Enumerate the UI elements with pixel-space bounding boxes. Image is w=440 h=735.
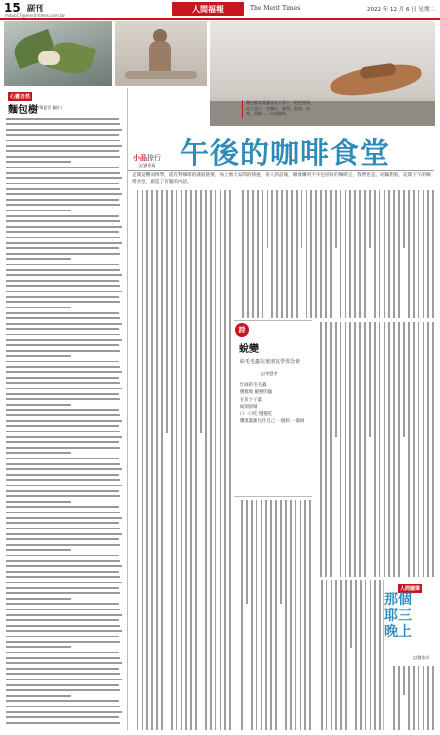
text-line — [271, 190, 273, 318]
text-line — [6, 436, 122, 438]
text-line — [398, 322, 400, 577]
text-line — [6, 630, 122, 632]
text-line — [137, 190, 139, 730]
text-line — [200, 190, 202, 433]
text-line — [6, 269, 120, 271]
feature-body-col-3 — [315, 322, 434, 577]
text-line — [256, 500, 258, 730]
text-line — [6, 479, 120, 481]
text-line — [247, 190, 249, 318]
text-line — [6, 646, 71, 648]
issue-date: 2022 年 12 月 6 日 星期二 — [367, 7, 435, 13]
text-line — [379, 580, 381, 730]
feature-intro: 走開這難而博學，還有對咖啡的謎般熱情，加上擅天安間的情速，客人到訪後，總會購買不少包括好的咖啡豆，我們也是。而隨想般，這間下午的咖啡食堂，創造了有趣的內語。 — [132, 173, 431, 185]
caption-accent — [242, 100, 243, 118]
text-line — [388, 190, 390, 318]
text-line — [6, 285, 120, 287]
text-line — [320, 322, 322, 577]
text-line — [321, 580, 323, 730]
section-email: mituo17@merit-times.com.tw — [5, 13, 65, 18]
text-line — [345, 190, 347, 318]
text-line — [393, 322, 395, 577]
text-line — [276, 190, 278, 318]
poem-line: 優雅地 蛻變的蟲 — [240, 390, 273, 396]
left-article-body — [6, 118, 124, 730]
text-line — [418, 666, 420, 730]
text-line — [374, 580, 376, 730]
text-line — [220, 190, 222, 730]
text-line — [364, 322, 366, 577]
text-line — [6, 512, 120, 514]
text-line — [432, 666, 434, 730]
text-line — [6, 361, 119, 363]
text-line — [301, 190, 303, 248]
text-line — [6, 463, 120, 465]
text-line — [6, 366, 120, 368]
text-line — [326, 580, 328, 730]
text-line — [6, 668, 119, 670]
text-line — [310, 190, 312, 318]
text-line — [6, 226, 122, 228]
text-line — [6, 172, 120, 174]
text-line — [6, 598, 71, 600]
text-line — [330, 322, 332, 577]
text-line — [6, 145, 122, 147]
text-line — [6, 409, 119, 411]
text-line — [6, 625, 120, 627]
text-line — [6, 431, 120, 433]
text-line — [6, 506, 119, 508]
text-line — [6, 123, 120, 125]
text-line — [252, 190, 254, 318]
text-line — [6, 296, 119, 298]
text-line — [142, 190, 144, 730]
text-line — [6, 716, 119, 718]
text-line — [6, 291, 122, 293]
text-line — [6, 355, 71, 357]
text-line — [6, 517, 122, 519]
text-line — [427, 666, 429, 730]
essay-kicker: 人間隨筆 — [400, 586, 421, 592]
text-line — [354, 190, 356, 318]
text-line — [335, 580, 337, 730]
essay-byline: 文/劉家芳 — [412, 655, 430, 660]
text-line — [6, 242, 122, 244]
column-tag: 心靈自然 — [10, 94, 31, 100]
text-line — [6, 339, 122, 341]
text-line — [432, 322, 434, 577]
feature-body-col-2 — [236, 190, 434, 318]
text-line — [403, 666, 405, 695]
text-line — [359, 322, 361, 577]
text-line — [265, 500, 267, 730]
text-line — [413, 190, 415, 318]
text-line — [304, 500, 306, 730]
text-line — [6, 231, 119, 233]
text-line — [270, 500, 272, 730]
text-line — [331, 580, 333, 730]
text-line — [388, 322, 390, 577]
text-line — [215, 190, 217, 730]
poem-subtitle: 給毛毛蟲兒童朋友學習念會 — [240, 359, 301, 365]
text-line — [300, 500, 302, 730]
text-line — [161, 190, 163, 730]
poem-top-rule — [234, 320, 312, 321]
text-line — [6, 587, 119, 589]
text-line — [285, 500, 287, 730]
text-line — [242, 190, 244, 318]
text-line — [6, 129, 122, 131]
text-line — [6, 188, 120, 190]
text-line — [6, 334, 120, 336]
text-line — [6, 452, 71, 454]
text-line — [427, 190, 429, 318]
text-line — [6, 549, 71, 551]
text-line — [6, 404, 71, 406]
text-line — [257, 190, 259, 318]
text-line — [6, 560, 120, 562]
text-line — [6, 247, 119, 249]
text-line — [166, 190, 168, 433]
text-line — [6, 614, 122, 616]
text-line — [6, 377, 119, 379]
text-line — [6, 673, 120, 675]
text-line — [6, 323, 122, 325]
text-line — [6, 711, 122, 713]
text-line — [6, 312, 119, 314]
text-line — [349, 190, 351, 318]
text-line — [6, 156, 120, 158]
text-line — [360, 580, 362, 730]
text-line — [6, 576, 120, 578]
text-line — [432, 190, 434, 318]
text-line — [350, 580, 352, 648]
text-line — [262, 190, 264, 318]
text-line — [6, 468, 122, 470]
feature-rule — [128, 170, 434, 171]
text-line — [205, 190, 207, 730]
text-line — [355, 580, 357, 730]
text-line — [6, 495, 120, 497]
text-line — [384, 190, 386, 318]
text-line — [6, 204, 120, 206]
text-line — [6, 253, 120, 255]
text-line — [6, 215, 119, 217]
text-line — [309, 500, 311, 730]
text-line — [6, 264, 119, 266]
masthead — [0, 0, 440, 20]
text-line — [413, 322, 415, 577]
text-line — [6, 695, 71, 697]
text-line — [418, 322, 420, 577]
text-line — [6, 652, 119, 654]
text-line — [6, 662, 122, 664]
text-line — [6, 425, 119, 427]
photo-caption: 麵包樹落葉擺設成天際下一把把捲曲、成大或小、有橢紅、綠黃、泰黃、赤褐、墨綠……亦深綠秋。 — [246, 100, 314, 116]
text-line — [290, 500, 292, 730]
text-line — [408, 322, 410, 577]
text-line — [6, 398, 120, 400]
text-line — [6, 301, 120, 303]
text-line — [280, 500, 282, 604]
text-line — [6, 382, 120, 384]
text-line — [224, 190, 226, 730]
text-line — [330, 190, 332, 318]
text-line — [6, 150, 119, 152]
text-line — [354, 322, 356, 577]
text-line — [379, 190, 381, 318]
text-line — [6, 177, 122, 179]
text-line — [6, 193, 122, 195]
masthead-rule — [0, 18, 440, 20]
text-line — [374, 322, 376, 577]
text-line — [6, 538, 119, 540]
text-line — [171, 190, 173, 730]
text-line — [6, 388, 122, 390]
text-line — [6, 328, 119, 330]
text-line — [6, 474, 119, 476]
text-line — [6, 501, 71, 503]
text-line — [261, 500, 263, 730]
left-article-title: 麵包樹 — [8, 105, 38, 116]
text-line — [185, 190, 187, 730]
text-line — [151, 190, 153, 730]
text-line — [423, 190, 425, 318]
text-line — [6, 161, 71, 163]
text-line — [6, 134, 119, 136]
text-line — [6, 317, 120, 319]
text-line — [6, 274, 122, 276]
poem-title: 蛻變 — [239, 344, 259, 355]
text-line — [408, 190, 410, 318]
text-line — [306, 190, 308, 318]
text-line — [6, 706, 120, 708]
text-line — [241, 500, 243, 730]
text-line — [6, 344, 119, 346]
feature-kicker: 小品掠行 — [133, 154, 161, 162]
text-line — [6, 582, 122, 584]
text-line — [374, 190, 376, 318]
text-line — [6, 528, 120, 530]
text-line — [6, 592, 120, 594]
text-line — [6, 210, 71, 212]
figurine-photo — [115, 21, 207, 86]
text-line — [340, 322, 342, 577]
text-line — [6, 679, 122, 681]
poem-author: 文/李慧孝 — [260, 371, 278, 376]
text-line — [6, 657, 120, 659]
poem-line: 在於下子葉 — [240, 397, 262, 403]
text-line — [340, 580, 342, 730]
text-line — [423, 666, 425, 730]
text-line — [6, 183, 119, 185]
text-line — [195, 190, 197, 730]
text-line — [275, 500, 277, 730]
text-line — [146, 190, 148, 730]
text-line — [413, 666, 415, 730]
poem-line: 口一口吃 慢慢吃 — [240, 412, 273, 418]
text-line — [6, 393, 119, 395]
text-line — [345, 580, 347, 730]
text-line — [6, 700, 119, 702]
text-line — [384, 322, 386, 577]
text-line — [6, 571, 119, 573]
text-line — [393, 190, 395, 318]
text-line — [369, 322, 371, 437]
essay-body — [386, 666, 434, 730]
text-line — [6, 237, 120, 239]
text-line — [320, 190, 322, 318]
feature-author: 文/劉更萬 — [138, 163, 156, 168]
newspaper-name-en: The Merit Times — [250, 5, 301, 12]
feature-body-col-5 — [315, 580, 381, 730]
text-line — [296, 190, 298, 318]
text-line — [181, 190, 183, 730]
text-line — [340, 190, 342, 318]
text-line — [6, 684, 119, 686]
text-line — [6, 280, 119, 282]
text-line — [403, 322, 405, 437]
text-line — [281, 190, 283, 318]
text-line — [349, 322, 351, 577]
text-line — [176, 190, 178, 730]
text-line — [403, 190, 405, 248]
poem-body — [240, 382, 304, 426]
text-line — [6, 609, 120, 611]
text-line — [6, 485, 122, 487]
text-line — [190, 190, 192, 730]
leaf-food-photo — [4, 21, 112, 86]
text-line — [6, 140, 120, 142]
feature-title: 午後的咖啡食堂 — [180, 136, 391, 170]
text-line — [6, 555, 119, 557]
text-line — [6, 636, 119, 638]
text-line — [6, 199, 119, 201]
text-line — [6, 533, 122, 535]
poem-bottom-rule — [234, 496, 312, 497]
text-line — [156, 190, 158, 730]
column-divider — [127, 88, 128, 730]
feature-body-col-4 — [236, 500, 311, 730]
text-line — [6, 220, 120, 222]
text-line — [6, 371, 122, 373]
page-number: 15 — [4, 1, 21, 15]
text-line — [291, 190, 293, 318]
text-line — [325, 322, 327, 577]
newspaper-logo: 人間福報 — [172, 2, 244, 16]
text-line — [370, 580, 372, 730]
text-line — [365, 580, 367, 730]
text-line — [6, 565, 122, 567]
curled-leaf-photo — [210, 21, 435, 126]
text-line — [6, 641, 120, 643]
text-line — [6, 447, 120, 449]
text-line — [286, 190, 288, 318]
feature-body-col-1 — [131, 190, 231, 730]
text-line — [418, 190, 420, 318]
text-line — [6, 490, 119, 492]
text-line — [6, 522, 119, 524]
text-line — [6, 118, 119, 120]
text-line — [246, 500, 248, 604]
text-line — [6, 350, 120, 352]
text-line — [6, 167, 119, 169]
text-line — [251, 500, 253, 730]
text-line — [6, 458, 119, 460]
text-line — [369, 190, 371, 248]
text-line — [6, 603, 119, 605]
text-line — [6, 420, 122, 422]
text-line — [6, 441, 119, 443]
text-line — [229, 190, 231, 730]
text-line — [295, 500, 297, 730]
text-line — [6, 619, 119, 621]
text-line — [335, 322, 337, 437]
text-line — [315, 190, 317, 318]
text-line — [325, 190, 327, 318]
text-line — [6, 414, 120, 416]
poem-line: 忙碌的毛毛蟲 — [240, 383, 267, 388]
text-line — [210, 190, 212, 730]
text-line — [6, 689, 120, 691]
text-line — [6, 544, 120, 546]
poem-line: 鑽進葉脈包住自己 一個洞 一個洞 — [240, 419, 305, 425]
text-line — [398, 666, 400, 730]
text-line — [427, 322, 429, 577]
text-line — [359, 190, 361, 318]
text-line — [398, 190, 400, 318]
text-line — [6, 307, 71, 309]
text-line — [345, 322, 347, 577]
poem-badge: 詩 — [235, 323, 249, 337]
text-line — [379, 322, 381, 577]
text-line — [393, 666, 395, 730]
text-line — [423, 322, 425, 577]
text-line — [364, 190, 366, 318]
text-line — [335, 190, 337, 248]
section-label: 副刊 — [27, 4, 43, 13]
text-line — [408, 666, 410, 730]
text-line — [6, 722, 120, 724]
text-line — [267, 190, 269, 248]
left-article-byline: 文/筆夏雲 圖/口 — [34, 105, 62, 110]
essay-title: 那個耶三晚上 — [384, 592, 412, 640]
text-line — [6, 258, 71, 260]
poem-line: 綻開晨晴 — [240, 404, 258, 410]
